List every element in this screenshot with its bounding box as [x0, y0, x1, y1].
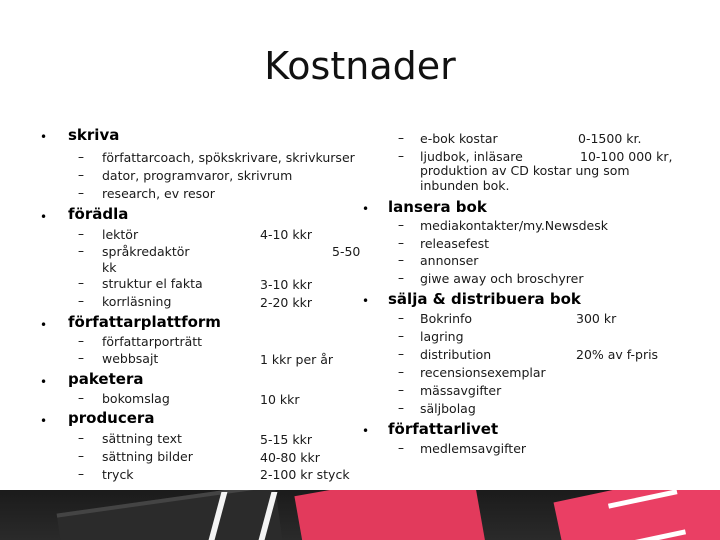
- bullet: •: [362, 424, 370, 438]
- dash: –: [78, 334, 84, 348]
- dash: –: [398, 149, 404, 163]
- dash: –: [398, 311, 404, 325]
- price: 0-1500 kr.: [578, 131, 642, 146]
- bullet: •: [40, 414, 48, 428]
- price: 5-15 kkr: [260, 432, 312, 447]
- list-item: releasefest: [420, 236, 490, 251]
- dash: –: [78, 431, 84, 445]
- dash: –: [78, 168, 84, 182]
- dash: –: [398, 218, 404, 232]
- dash: –: [78, 150, 84, 164]
- bullet: •: [40, 375, 48, 389]
- price: 300 kr: [576, 311, 617, 326]
- list-item: kk: [102, 260, 117, 275]
- list-item: lagring: [420, 329, 464, 344]
- price: 10-100 000 kr,: [580, 149, 673, 164]
- dash: –: [78, 276, 84, 290]
- section-producera-label: producera: [68, 409, 155, 427]
- list-item: ljudbok, inläsare: [420, 149, 523, 164]
- dash: –: [78, 186, 84, 200]
- list-item: språkredaktör: [102, 244, 190, 259]
- price: 20% av f-pris: [576, 347, 659, 362]
- list-item: bokomslag: [102, 391, 170, 406]
- dash: –: [78, 449, 84, 463]
- list-item: struktur el fakta: [102, 276, 203, 291]
- bullet: •: [40, 210, 48, 224]
- list-item: författarporträtt: [102, 334, 203, 349]
- bullet: •: [362, 202, 370, 216]
- list-item: författarcoach, spökskrivare, skrivkurser: [102, 150, 355, 165]
- dash: –: [78, 467, 84, 481]
- section-forfattarplattform-label: författarplattform: [68, 313, 221, 331]
- list-item: dator, programvaror, skrivrum: [102, 168, 293, 183]
- dash: –: [78, 227, 84, 241]
- list-item: mediakontakter/my.Newsdesk: [420, 218, 608, 233]
- price: 5-50: [332, 244, 361, 259]
- dash: –: [398, 131, 404, 145]
- list-item: research, ev resor: [102, 186, 215, 201]
- price: 2-20 kkr: [260, 295, 312, 310]
- price: 3-10 kkr: [260, 277, 312, 292]
- dash: –: [78, 351, 84, 365]
- dash: –: [398, 383, 404, 397]
- list-item: säljbolag: [420, 401, 476, 416]
- dash: –: [398, 271, 404, 285]
- dash: –: [398, 347, 404, 361]
- list-item: korrläsning: [102, 294, 172, 309]
- list-item: sättning bilder: [102, 449, 193, 464]
- note-line: produktion av CD kostar ung som: [420, 163, 630, 178]
- section-paketera-label: paketera: [68, 370, 144, 388]
- list-item: lektör: [102, 227, 139, 242]
- section-skriva-label: skriva: [68, 126, 120, 144]
- price: 10 kkr: [260, 392, 300, 407]
- section-foradla-label: förädla: [68, 205, 129, 223]
- section-salja-label: sälja & distribuera bok: [388, 290, 581, 308]
- section-lansera-label: lansera bok: [388, 198, 487, 216]
- dash: –: [78, 294, 84, 308]
- list-item: webbsajt: [102, 351, 159, 366]
- bullet: •: [40, 130, 48, 144]
- dash: –: [398, 253, 404, 267]
- list-item: tryck: [102, 467, 134, 482]
- section-forfattarlivet-label: författarlivet: [388, 420, 499, 438]
- list-item: mässavgifter: [420, 383, 502, 398]
- list-item: distribution: [420, 347, 492, 362]
- page-title: Kostnader: [264, 44, 456, 88]
- dash: –: [398, 365, 404, 379]
- dash: –: [398, 236, 404, 250]
- bullet: •: [362, 294, 370, 308]
- price: 4-10 kkr: [260, 227, 312, 242]
- price: 2-100 kr styck: [260, 467, 350, 482]
- price: 1 kkr per år: [260, 352, 334, 367]
- list-item: Bokrinfo: [420, 311, 473, 326]
- price: 40-80 kkr: [260, 450, 320, 465]
- list-item: annonser: [420, 253, 479, 268]
- list-item: recensionsexemplar: [420, 365, 546, 380]
- list-item: medlemsavgifter: [420, 441, 527, 456]
- list-item: sättning text: [102, 431, 182, 446]
- dash: –: [398, 329, 404, 343]
- list-item: giwe away och broschyrer: [420, 271, 584, 286]
- bullet: •: [40, 318, 48, 332]
- dash: –: [398, 401, 404, 415]
- dash: –: [398, 441, 404, 455]
- dash: –: [78, 244, 84, 258]
- note-line: inbunden bok.: [420, 178, 510, 193]
- list-item: e-bok kostar: [420, 131, 498, 146]
- pink-book: [294, 490, 485, 540]
- book-photo-strip: [0, 490, 720, 540]
- dash: –: [78, 391, 84, 405]
